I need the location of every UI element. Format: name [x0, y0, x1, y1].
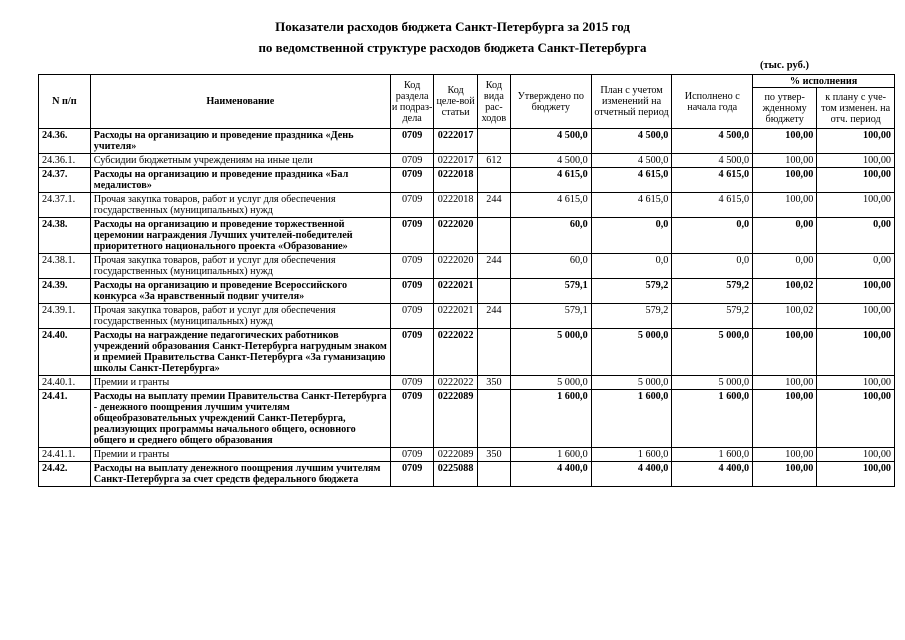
document-subtitle: по ведомственной структуре расходов бюджета Санкт-Петербурга	[258, 40, 647, 55]
table-row	[39, 304, 895, 329]
row-article-code: 0222022	[434, 329, 477, 376]
row-razdel-code: 0709	[390, 168, 433, 193]
row-executed: 1 600,0	[672, 448, 753, 462]
row-expense-type-code: 244	[477, 193, 510, 218]
row-number: 24.42.	[39, 462, 91, 487]
row-razdel-code: 0709	[390, 279, 433, 304]
row-executed: 4 615,0	[672, 168, 753, 193]
row-pct-plan: 100,00	[817, 193, 895, 218]
row-approved: 4 500,0	[510, 129, 591, 154]
header-vid: Код вида рас-ходов	[477, 75, 510, 129]
row-razdel-code: 0709	[390, 218, 433, 254]
table-row	[39, 218, 895, 254]
document-title: Показатели расходов бюджета Санкт-Петербурга за 2015 год	[275, 19, 630, 34]
row-pct-plan: 100,00	[817, 168, 895, 193]
row-pct-budget: 100,00	[753, 329, 817, 376]
row-expense-type-code	[477, 168, 510, 193]
row-approved: 4 400,0	[510, 462, 591, 487]
row-name: Расходы на организацию и проведение праздника «Бал медалистов»	[90, 168, 390, 193]
row-number: 24.41.	[39, 390, 91, 448]
row-razdel-code: 0709	[390, 129, 433, 154]
row-pct-budget: 0,00	[753, 218, 817, 254]
table-row	[39, 329, 895, 376]
row-name: Прочая закупка товаров, работ и услуг для обеспечения государственных (муниципальных) нужд	[90, 254, 390, 279]
table-row	[39, 448, 895, 462]
table-row	[39, 154, 895, 168]
table-row	[39, 390, 895, 448]
row-plan: 4 500,0	[591, 129, 672, 154]
row-plan: 4 615,0	[591, 193, 672, 218]
row-number: 24.41.1.	[39, 448, 91, 462]
row-executed: 4 615,0	[672, 193, 753, 218]
row-razdel-code: 0709	[390, 462, 433, 487]
budget-table	[38, 74, 895, 487]
row-name: Расходы на награждение педагогических работников учреждений образования Санкт-Петербурга нагрудным знаком и премией Правительства Санкт-Петербурга «За гуманизацию школы Санкт-Петербурга»	[90, 329, 390, 376]
row-pct-plan: 0,00	[817, 254, 895, 279]
row-number: 24.38.1.	[39, 254, 91, 279]
row-plan: 0,0	[591, 254, 672, 279]
row-article-code: 0222089	[434, 390, 477, 448]
header-name: Наименование	[90, 75, 390, 129]
row-number: 24.37.	[39, 168, 91, 193]
row-name: Расходы на организацию и проведение праздника «День учителя»	[90, 129, 390, 154]
row-pct-budget: 100,00	[753, 390, 817, 448]
row-name: Прочая закупка товаров, работ и услуг для обеспечения государственных (муниципальных) нужд	[90, 193, 390, 218]
row-executed: 0,0	[672, 254, 753, 279]
row-name: Субсидии бюджетным учреждениям на иные цели	[90, 154, 390, 168]
row-approved: 5 000,0	[510, 376, 591, 390]
header-razdel: Код раздела и подраз-дела	[390, 75, 433, 129]
table-row	[39, 168, 895, 193]
row-executed: 0,0	[672, 218, 753, 254]
row-plan: 5 000,0	[591, 376, 672, 390]
row-number: 24.39.	[39, 279, 91, 304]
row-pct-plan: 100,00	[817, 329, 895, 376]
row-article-code: 0225088	[434, 462, 477, 487]
units-label: (тыс. руб.)	[760, 60, 809, 71]
row-razdel-code: 0709	[390, 376, 433, 390]
row-razdel-code: 0709	[390, 390, 433, 448]
row-razdel-code: 0709	[390, 154, 433, 168]
row-name: Расходы на организацию и проведение Всероссийского конкурса «За нравственный подвиг учителя»	[90, 279, 390, 304]
row-plan: 5 000,0	[591, 329, 672, 376]
row-name: Расходы на организацию и проведение торжественной церемонии награждения Лучших учителей-победителей приоритетного национального проекта «Образование»	[90, 218, 390, 254]
row-article-code: 0222017	[434, 154, 477, 168]
row-expense-type-code	[477, 218, 510, 254]
row-pct-plan: 0,00	[817, 218, 895, 254]
row-pct-budget: 100,02	[753, 304, 817, 329]
row-expense-type-code	[477, 279, 510, 304]
row-expense-type-code	[477, 462, 510, 487]
row-pct-plan: 100,00	[817, 376, 895, 390]
row-name: Расходы на выплату денежного поощрения лучшим учителям Санкт-Петербурга за счет средств федерального бюджета	[90, 462, 390, 487]
table-row	[39, 254, 895, 279]
row-article-code: 0222018	[434, 168, 477, 193]
row-plan: 4 400,0	[591, 462, 672, 487]
row-article-code: 0222020	[434, 218, 477, 254]
header-pct-plan: к плану с уче-том изменен. на отч. период	[817, 88, 895, 129]
row-approved: 579,1	[510, 279, 591, 304]
row-pct-budget: 0,00	[753, 254, 817, 279]
row-pct-budget: 100,00	[753, 168, 817, 193]
row-approved: 1 600,0	[510, 448, 591, 462]
row-plan: 4 500,0	[591, 154, 672, 168]
row-number: 24.40.	[39, 329, 91, 376]
row-name: Премии и гранты	[90, 376, 390, 390]
row-expense-type-code: 244	[477, 254, 510, 279]
row-approved: 4 615,0	[510, 193, 591, 218]
table-header	[39, 75, 895, 129]
table-row	[39, 462, 895, 487]
table-body	[39, 129, 895, 487]
row-plan: 0,0	[591, 218, 672, 254]
row-executed: 4 500,0	[672, 129, 753, 154]
row-executed: 579,2	[672, 304, 753, 329]
row-article-code: 0222089	[434, 448, 477, 462]
row-pct-plan: 100,00	[817, 448, 895, 462]
row-name: Премии и гранты	[90, 448, 390, 462]
header-statya: Код целе-вой статьи	[434, 75, 477, 129]
row-approved: 579,1	[510, 304, 591, 329]
row-plan: 579,2	[591, 279, 672, 304]
table-row	[39, 279, 895, 304]
row-pct-plan: 100,00	[817, 154, 895, 168]
row-expense-type-code: 244	[477, 304, 510, 329]
row-razdel-code: 0709	[390, 329, 433, 376]
row-number: 24.36.1.	[39, 154, 91, 168]
row-expense-type-code: 350	[477, 448, 510, 462]
header-n: N п/п	[39, 75, 91, 129]
row-razdel-code: 0709	[390, 448, 433, 462]
table-row	[39, 376, 895, 390]
row-plan: 579,2	[591, 304, 672, 329]
row-pct-plan: 100,00	[817, 390, 895, 448]
row-executed: 4 400,0	[672, 462, 753, 487]
row-pct-budget: 100,02	[753, 279, 817, 304]
row-executed: 4 500,0	[672, 154, 753, 168]
row-name: Прочая закупка товаров, работ и услуг для обеспечения государственных (муниципальных) нужд	[90, 304, 390, 329]
row-pct-plan: 100,00	[817, 279, 895, 304]
row-razdel-code: 0709	[390, 254, 433, 279]
row-number: 24.38.	[39, 218, 91, 254]
row-article-code: 0222022	[434, 376, 477, 390]
row-name: Расходы на выплату премии Правительства Санкт-Петербурга - денежного поощрения лучшим учителям общеобразовательных учреждений Санкт-Петербурга, реализующих программы начального общего, основного общего и среднего общего образования	[90, 390, 390, 448]
row-number: 24.40.1.	[39, 376, 91, 390]
table-row	[39, 193, 895, 218]
row-expense-type-code: 612	[477, 154, 510, 168]
row-number: 24.39.1.	[39, 304, 91, 329]
row-pct-budget: 100,00	[753, 462, 817, 487]
header-pct-group: % исполнения	[753, 75, 895, 88]
row-executed: 1 600,0	[672, 390, 753, 448]
row-number: 24.36.	[39, 129, 91, 154]
row-number: 24.37.1.	[39, 193, 91, 218]
row-approved: 60,0	[510, 254, 591, 279]
row-approved: 4 615,0	[510, 168, 591, 193]
row-pct-plan: 100,00	[817, 129, 895, 154]
row-pct-budget: 100,00	[753, 376, 817, 390]
row-plan: 4 615,0	[591, 168, 672, 193]
row-article-code: 0222021	[434, 304, 477, 329]
row-article-code: 0222021	[434, 279, 477, 304]
row-expense-type-code	[477, 329, 510, 376]
row-approved: 1 600,0	[510, 390, 591, 448]
header-utv: Утверждено по бюджету	[510, 75, 591, 129]
header-isp: Исполнено с начала года	[672, 75, 753, 129]
row-article-code: 0222017	[434, 129, 477, 154]
row-razdel-code: 0709	[390, 193, 433, 218]
header-pct-budget: по утвер-жденному бюджету	[753, 88, 817, 129]
row-executed: 5 000,0	[672, 376, 753, 390]
row-pct-budget: 100,00	[753, 129, 817, 154]
row-executed: 579,2	[672, 279, 753, 304]
row-executed: 5 000,0	[672, 329, 753, 376]
row-pct-budget: 100,00	[753, 448, 817, 462]
row-expense-type-code	[477, 129, 510, 154]
row-expense-type-code	[477, 390, 510, 448]
row-expense-type-code: 350	[477, 376, 510, 390]
row-razdel-code: 0709	[390, 304, 433, 329]
row-approved: 4 500,0	[510, 154, 591, 168]
row-plan: 1 600,0	[591, 448, 672, 462]
row-approved: 60,0	[510, 218, 591, 254]
row-article-code: 0222018	[434, 193, 477, 218]
table-row	[39, 129, 895, 154]
row-plan: 1 600,0	[591, 390, 672, 448]
row-article-code: 0222020	[434, 254, 477, 279]
row-approved: 5 000,0	[510, 329, 591, 376]
row-pct-plan: 100,00	[817, 462, 895, 487]
row-pct-budget: 100,00	[753, 154, 817, 168]
row-pct-budget: 100,00	[753, 193, 817, 218]
row-pct-plan: 100,00	[817, 304, 895, 329]
header-plan: План с учетом изменений на отчетный период	[591, 75, 672, 129]
